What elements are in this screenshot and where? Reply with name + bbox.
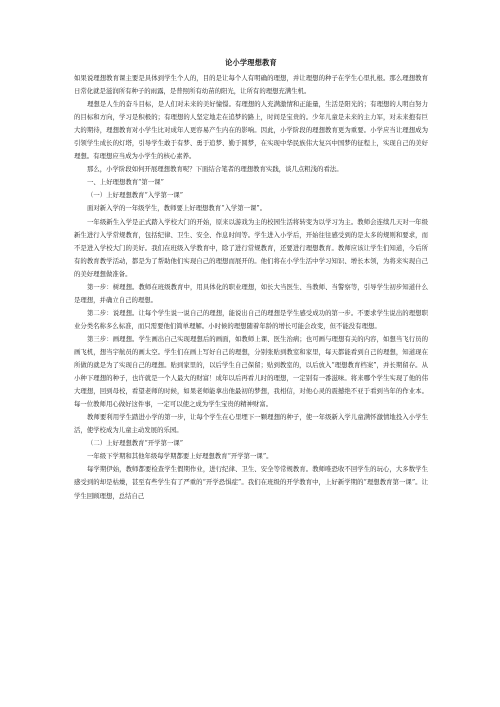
body-paragraph: 一年级下学期和其他年级每学期都要上好理想教育“开学第一课”。 xyxy=(87,452,273,461)
body-paragraph: 教师要利用学生踏进小学的第一步，让每个学生在心里埋下一颗理想的种子，使一年级新入学儿童满怀激情地投入小学生活，使学校成为儿童主动发展的乐园。 xyxy=(74,413,428,435)
document-title: 论小学理想教育 xyxy=(225,58,277,67)
body-paragraph: 那么，小学阶段如何开展理想教育呢？下面结合笔者的理想教育实践，谈几点粗浅的看法。 xyxy=(87,165,343,174)
section-heading: 一、上好理想教育“第一课” xyxy=(87,178,164,187)
body-paragraph: 第二步：说理想。让每个学生说一说自己的理想，能说出自己的理想是学生感受成功的第一步。不要求学生说出的理想职业分类名称多么标准，而只需要他们简单理解。小时候的理想随着年龄的增长可能会改变，但不能没有理想。 xyxy=(74,308,428,330)
body-paragraph: 每学期伊始，教师都要检查学生假期作业，进行纪律、卫生、安全等常规教育。教师唯恐收不回学生的玩心，大多数学生感受到的却是枯燥，甚至有些学生有了严重的“开学恐惧症”。我们在班级的开学教育中，上好新学期的“理想教育第一课”。让学生回顾理想，总结自己 xyxy=(74,465,428,500)
section-heading: （一）上好理想教育“入学第一课” xyxy=(87,191,184,200)
body-paragraph: 一年级新生入学是正式踏入学校大门的开始，原来以游戏为主的校园生活将转变为以学习为主。教师会连续几天对一年级新生进行入学常规教育，包括纪律、卫生、安全、作息时间等。学生进入小学后，开始往往感受到的是太多的规则和要求，而不是进入学校大门的美好。我们在班级入学教育中，除了进行常规教育，还要进行理想教育。教师应该让学生们知道，今后所有的教育教学活动，都是为了帮助他们实现自己的理想而展开的。他们将在小学生活中学习知识、增长本领，为将来实现自己的美好理想做准备。 xyxy=(74,217,428,278)
body-paragraph: 第一步：树理想。教师在班级教育中，用具体化的职业理想，如长大当医生、当教师、当警察等，引导学生初步知道什么是理想，并确立自己的理想。 xyxy=(74,282,428,304)
body-paragraph: 面对新入学的一年级学生，教师要上好理想教育“入学第一课”。 xyxy=(87,204,267,213)
body-paragraph: 第三步：画理想。学生画出自己实现理想后的画面，如教师上课、医生治病；也可画与理想有关的内容，如想当飞行员的画飞机，想当宇航员的画太空。学生们在画上写好自己的理想，分别张贴到教室和家里，每天都能看到自己的理想，知道现在所做的就是为了实现自己的理想。贴到家里的，以后学生自己保留；贴到教室的，以后放入“理想教育档案”，并长期留存。从小种下理想的种子，也许就是一个人最大的财富！成年以后再看儿时的理想，一定别有一番滋味。将来哪个学生实现了他的伟大理想，回到母校，看望老师的时候，如果老师能拿出他最初的梦想，我相信，对他心灵的震撼绝不亚于看到当年的作业本。每一位教师用心做好这件事，一定可以使之成为学生宝贵的精神财富。 xyxy=(74,334,428,409)
document-body xyxy=(74,72,428,503)
body-paragraph: 如果说理想教育课主要是具体到学生个人的，目的是让每个人有明确的理想，并让理想的种子在学生心里扎根。那么理想教育日常化就是滋润所有种子的雨露，是普照所有幼苗的阳光，让所有的理想充满生机。 xyxy=(74,74,428,96)
section-heading: （二）上好理想教育“开学第一课” xyxy=(87,439,184,448)
body-paragraph: 理想是人生的奋斗目标，是人们对未来的美好憧憬。有理想的人充满激情和正能量，生活是阳光的；有理想的人明白努力的目标和方向，学习是积极的；有理想的人坚定地走在追梦的路上，时间是宝贵的。少年儿童是未来的主力军，对未来抱有巨大的期待，理想教育对小学生比对成年人更容易产生内在的影响。因此，小学阶段的理想教育更为重要。小学应当让理想成为引领学生成长的灯塔，引导学生敢于有梦、勇于追梦、勤于圆梦，在实现中华民族伟大复兴中国梦的征程上，实现自己的美好理想。有理想应当成为小学生的核心素养。 xyxy=(74,100,428,161)
